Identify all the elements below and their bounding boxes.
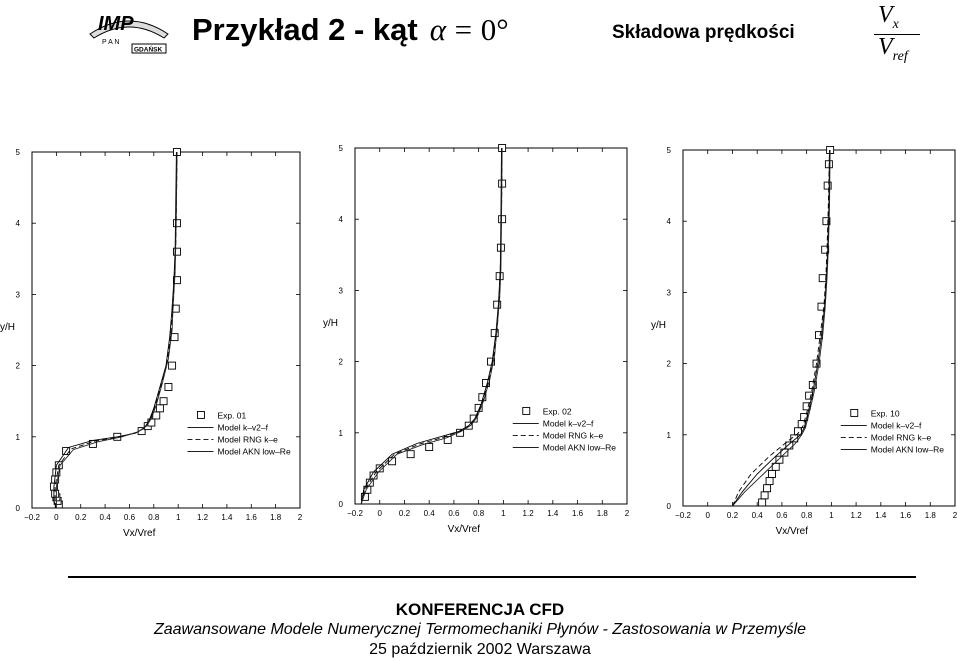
equals-sign: = (454, 12, 473, 47)
x-tick-label: 0 (54, 513, 59, 522)
exp-marker (759, 499, 766, 506)
x-tick-label: 1.2 (522, 509, 534, 518)
velocity-ratio-formula (872, 2, 924, 64)
chart-2 (323, 144, 630, 535)
legend-label: Model RNG k–e (870, 432, 932, 443)
exp-marker (769, 470, 776, 477)
title-text: Przykład 2 - kąt (192, 12, 418, 47)
exp-marker (766, 478, 773, 485)
legend-label: Exp. 01 (217, 410, 247, 421)
x-axis-label: Vx/Vref (447, 524, 481, 535)
y-tick-label: 5 (15, 148, 20, 157)
exp-marker (165, 383, 172, 390)
x-tick-label: 0.2 (75, 513, 87, 522)
angle-value: 0° (480, 12, 509, 47)
logo-city: GDAŃSK (134, 46, 163, 54)
footer-conference: KONFERENCJA CFD (395, 600, 565, 619)
x-tick-label: 1.2 (850, 511, 862, 520)
y-tick-label: 2 (666, 359, 671, 369)
legend-marker (197, 411, 204, 418)
x-tick-label: 0 (705, 511, 710, 520)
legend-marker (523, 407, 530, 414)
footer-date: 25 październik 2002 Warszawa (369, 641, 591, 658)
x-tick-label: 0.8 (473, 509, 485, 518)
x-tick-label: 0.2 (398, 509, 411, 518)
y-tick-label: 3 (338, 286, 343, 296)
formula-numerator: $V_x$ (878, 2, 899, 32)
exp-marker (786, 442, 793, 449)
exp-marker (407, 451, 414, 458)
y-tick-label: 1 (666, 430, 671, 440)
x-tick-label: 1.4 (221, 513, 233, 522)
x-tick-label: 0.6 (776, 511, 788, 520)
x-tick-label: 0.4 (99, 513, 111, 522)
y-tick-label: 2 (338, 357, 343, 367)
alpha-symbol: α (429, 12, 446, 47)
x-tick-label: 1.4 (875, 511, 887, 520)
x-tick-label: 1 (829, 511, 834, 520)
chart-3 (651, 146, 958, 537)
formula-denominator: $V_{ref}$ (878, 34, 908, 64)
y-tick-label: 3 (15, 290, 20, 300)
legend-marker (851, 409, 858, 416)
x-tick-label: 0 (377, 509, 382, 518)
footer-subtitle: Zaawansowane Modele Numerycznej Termomechaniki Płynów - Zastosowania w Przemyśle (153, 621, 807, 638)
legend-label: Model RNG k–e (542, 430, 604, 441)
charts-area (0, 130, 960, 550)
legend-label: Exp. 02 (542, 406, 572, 417)
page-title (192, 12, 509, 48)
series-line-2 (55, 152, 177, 508)
y-tick-label: 4 (15, 219, 20, 229)
exp-marker (156, 405, 163, 412)
exp-marker (499, 216, 506, 223)
exp-marker (776, 456, 783, 463)
x-tick-label: 1.8 (596, 509, 608, 518)
x-tick-label: 0.4 (751, 511, 763, 520)
x-tick-label: 1.2 (196, 513, 209, 522)
chart-1 (0, 148, 303, 539)
page-subtitle: Składowa prędkości (612, 22, 795, 43)
x-tick-label: 2 (297, 513, 303, 522)
y-tick-label: 4 (666, 217, 671, 227)
legend-label: Model AKN low–Re (870, 444, 944, 455)
exp-marker (173, 220, 180, 227)
x-tick-label: −0.2 (24, 513, 40, 522)
y-tick-label: 0 (338, 500, 343, 509)
y-tick-label: 0 (666, 502, 671, 511)
y-tick-label: 3 (666, 288, 671, 298)
y-tick-label: 1 (338, 428, 343, 438)
legend-label: Model k–v2–f (217, 422, 269, 433)
exp-marker (171, 334, 178, 341)
x-tick-label: 0.4 (423, 509, 435, 518)
x-tick-label: 0.6 (448, 509, 460, 518)
exp-marker (819, 275, 826, 282)
x-tick-label: 0.8 (148, 513, 160, 522)
x-tick-label: −0.2 (675, 511, 691, 520)
exp-marker (173, 248, 180, 255)
x-tick-label: 1 (501, 509, 506, 518)
x-tick-label: 0.6 (123, 513, 136, 522)
exp-marker (764, 485, 771, 492)
x-tick-label: 1.6 (899, 511, 912, 520)
legend-label: Model RNG k–e (217, 434, 278, 445)
x-tick-label: 1.8 (270, 513, 282, 522)
y-axis-label: y/H (323, 318, 338, 329)
x-tick-label: 0.2 (726, 511, 739, 520)
legend-label: Model k–v2–f (870, 420, 922, 431)
y-tick-label: 5 (666, 146, 671, 155)
exp-marker (426, 444, 433, 451)
legend-label: Model k–v2–f (542, 418, 594, 429)
series-line-3 (56, 152, 177, 508)
y-axis-label: y/H (651, 320, 666, 331)
y-tick-label: 1 (15, 432, 20, 442)
x-tick-label: 1.6 (571, 509, 584, 518)
legend-label: Exp. 10 (870, 408, 900, 419)
y-tick-label: 0 (15, 504, 20, 513)
logo-text: IMP (98, 13, 134, 35)
x-tick-label: −0.2 (347, 509, 363, 518)
y-tick-label: 5 (338, 144, 343, 153)
x-tick-label: 2 (952, 511, 958, 520)
y-tick-label: 2 (15, 361, 20, 371)
y-axis-label: y/H (0, 322, 15, 333)
x-tick-label: 1.4 (547, 509, 559, 518)
x-tick-label: 2 (624, 509, 630, 518)
footer-divider (68, 576, 916, 578)
exp-marker (160, 398, 167, 405)
legend-label: Model AKN low–Re (542, 442, 616, 453)
x-tick-label: 0.8 (801, 511, 813, 520)
y-tick-label: 4 (338, 215, 343, 225)
logo-sub: P A N (102, 39, 120, 46)
legend-label: Model AKN low–Re (217, 446, 291, 457)
exp-marker (761, 492, 768, 499)
x-tick-label: 1 (175, 513, 181, 522)
series-line-1 (54, 152, 176, 508)
x-tick-label: 1.8 (924, 511, 936, 520)
imp-pan-logo (84, 4, 174, 56)
exp-marker (169, 362, 176, 369)
x-tick-label: 1.6 (245, 513, 257, 522)
x-axis-label: Vx/Vref (122, 528, 156, 539)
x-axis-label: Vx/Vref (775, 526, 809, 537)
